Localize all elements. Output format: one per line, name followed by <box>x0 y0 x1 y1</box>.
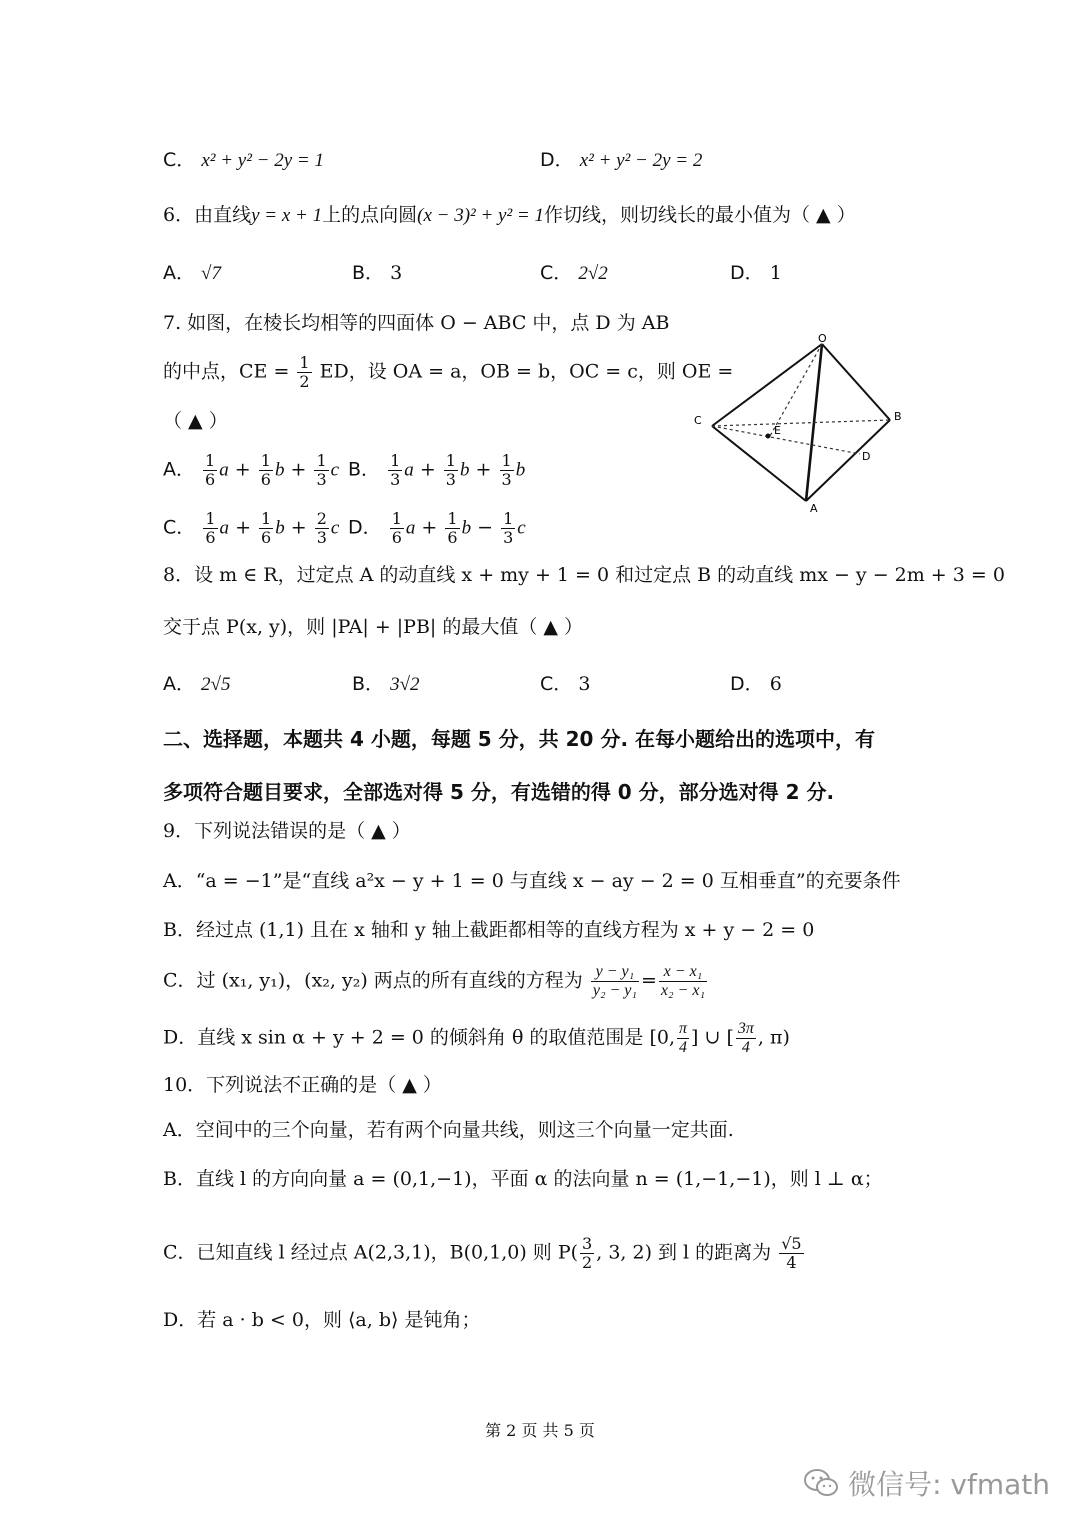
q10-stem: 10．下列说法不正确的是（ ▲ ） <box>163 1074 442 1096</box>
union-sign: ] ∪ [ <box>691 1026 734 1049</box>
q8-option-a <box>163 671 230 698</box>
q10-option-a: A．空间中的三个向量，若有两个向量共线，则这三个向量一定共面. <box>163 1119 734 1141</box>
fraction-numerator: 1 <box>299 353 310 372</box>
fraction-numerator: 3 <box>582 1234 593 1253</box>
q8-option-b <box>352 671 420 698</box>
fraction-numerator: 1 <box>447 509 458 528</box>
option-label: D． <box>730 262 764 284</box>
option-text: 3 <box>578 673 591 695</box>
q7-option-d <box>348 510 526 547</box>
operator: + <box>234 458 251 481</box>
q9-option-b: B．经过点 (1,1) 且在 x 轴和 y 轴上截距都相等的直线方程为 x + y − 2 = 0 <box>163 919 815 941</box>
fraction-numerator: 1 <box>316 451 327 470</box>
fraction-numerator: 1 <box>503 509 514 528</box>
vector-symbol: a <box>404 459 414 481</box>
bracket-right: , π) <box>757 1026 790 1049</box>
fraction <box>779 1235 803 1272</box>
fraction-numerator: 1 <box>391 509 402 528</box>
q6-eq1: y = x + 1 <box>251 205 323 226</box>
option-text: 1 <box>769 262 782 284</box>
fraction <box>677 1020 689 1057</box>
q9-stem: 9．下列说法错误的是（ ▲ ） <box>163 820 411 842</box>
option-text: 3 <box>390 262 403 284</box>
option-text: 2√5 <box>201 674 231 695</box>
fraction <box>314 452 328 489</box>
q10-option-b: B．直线 l 的方向向量 a = (0,1,−1)，平面 α 的法向量 n = (1,−1,−1)，则 l ⊥ α； <box>163 1168 883 1190</box>
operator: + <box>290 516 307 539</box>
bracket-left: [0, <box>649 1026 676 1049</box>
label-b: B <box>894 410 902 423</box>
fraction-denominator: x₂ − x₁ <box>660 982 706 999</box>
option-text: 3√2 <box>390 674 420 695</box>
option-label: D． <box>348 516 382 539</box>
q8-option-d <box>730 671 782 697</box>
vector-symbol: b <box>274 459 285 481</box>
page-footer: 第 2 页 共 5 页 <box>485 1421 595 1440</box>
option-label: B． <box>348 458 381 481</box>
fraction-denominator: 3 <box>390 470 401 489</box>
section2-heading-line1: 二、选择题，本题共 4 小题，每题 5 分，共 20 分. 在每小题给出的选项中，有 <box>163 727 876 751</box>
watermark <box>803 1463 1050 1505</box>
operator: − <box>477 516 494 539</box>
fraction <box>659 963 707 1000</box>
fraction <box>445 510 459 547</box>
q6-stem-post: 作切线，则切线长的最小值为（ ▲ ） <box>544 204 856 226</box>
fraction <box>390 510 404 547</box>
q6-eq2: (x − 3)² + y² = 1 <box>417 205 545 226</box>
q10-option-c <box>163 1235 806 1272</box>
fraction <box>315 510 329 547</box>
q7-option-b <box>348 452 525 489</box>
q7-option-a <box>163 452 339 489</box>
vector-symbol: b <box>515 459 526 481</box>
option-text: x² + y² − 2y = 1 <box>201 150 324 171</box>
fraction-numerator: √5 <box>781 1234 802 1253</box>
label-c: C <box>694 414 702 427</box>
q8-option-c <box>540 671 590 697</box>
option-text: 2√2 <box>578 263 608 284</box>
edge-ba <box>806 420 890 501</box>
fraction <box>501 510 515 547</box>
q6-option-a <box>163 260 221 287</box>
segment-cd <box>712 426 860 454</box>
vector-symbol: a <box>405 517 416 539</box>
fraction-numerator: 1 <box>261 509 272 528</box>
q8-line2: 交于点 P(x, y)，则 |PA| + |PB| 的最大值（ ▲ ） <box>163 616 584 638</box>
edge-oc <box>712 344 822 426</box>
vector-symbol: c <box>330 517 340 539</box>
fraction-numerator: x − x₁ <box>659 963 707 982</box>
option-label: A． <box>163 458 195 481</box>
fraction-denominator: 3 <box>501 470 512 489</box>
option-text: √7 <box>201 263 221 284</box>
fraction-numerator: π <box>679 1020 688 1037</box>
watermark-text: 微信号: vfmath <box>848 1468 1050 1501</box>
fraction-numerator: 1 <box>390 451 401 470</box>
fraction-denominator: 3 <box>316 528 327 547</box>
fraction-numerator: 1 <box>205 451 216 470</box>
fraction-denominator: 3 <box>503 528 514 547</box>
fraction-denominator: 2 <box>582 1253 593 1272</box>
fraction-numerator: 1 <box>260 451 271 470</box>
fraction <box>500 452 514 489</box>
vector-symbol: c <box>330 459 340 481</box>
q6-stem-mid: 上的点向圆 <box>322 204 418 226</box>
fraction-numerator: 1 <box>205 509 216 528</box>
q7-line2 <box>163 354 733 391</box>
q7-line2-pre: 的中点，CE = <box>163 360 290 383</box>
fraction-denominator: 6 <box>447 528 458 547</box>
fraction <box>259 452 273 489</box>
fraction-denominator: 6 <box>205 528 216 547</box>
fraction-numerator: y − y₁ <box>591 963 639 982</box>
q5-option-d <box>540 147 702 174</box>
q6-stem-pre: 6．由直线 <box>163 204 252 226</box>
option-label: C． <box>540 262 573 284</box>
fraction <box>203 510 217 547</box>
option-label: C． <box>163 149 196 171</box>
operator: + <box>475 458 492 481</box>
fraction-denominator: 6 <box>391 528 402 547</box>
q7-line2-post: ED，设 OA = a，OB = b，OC = c，则 OE = <box>319 360 734 383</box>
fraction-denominator: 6 <box>205 470 216 489</box>
operator: + <box>235 516 251 539</box>
label-o: O <box>818 332 827 345</box>
q8-line1: 8．设 m ∈ R，过定点 A 的动直线 x + my + 1 = 0 和过定点 B 的动直线 mx − y − 2m + 3 = 0 <box>163 564 1005 586</box>
fraction-denominator: 6 <box>261 528 272 547</box>
edge-ob <box>822 344 890 420</box>
vector-symbol: a <box>219 517 230 539</box>
q6-stem <box>163 202 856 229</box>
fraction <box>444 452 458 489</box>
q9-d-pre: D．直线 x sin α + y + 2 = 0 的倾斜角 θ 的取值范围是 <box>163 1026 644 1049</box>
fraction-denominator: 4 <box>679 1039 688 1056</box>
option-text: x² + y² − 2y = 2 <box>579 150 703 171</box>
option-label: B． <box>352 262 385 284</box>
fraction <box>203 452 217 489</box>
q10-c-mid: , 3, 2) 到 l 的距离为 <box>596 1241 772 1264</box>
q10-c-pre: C．已知直线 l 经过点 A(2,3,1)，B(0,1,0) 则 P( <box>163 1241 579 1264</box>
fraction-denominator: y₂ − y₁ <box>592 982 637 999</box>
vector-symbol: a <box>219 459 229 481</box>
fraction-denominator: 4 <box>741 1039 750 1056</box>
vector-symbol: b <box>461 517 472 539</box>
option-label: D． <box>730 673 764 695</box>
fraction-denominator: 4 <box>786 1253 797 1272</box>
vector-symbol: c <box>517 517 526 539</box>
q9-option-c <box>163 963 709 1000</box>
q9-option-a: A．“a = −1”是“直线 a²x − y + 1 = 0 与直线 x − ay − 2 = 0 互相垂直”的充要条件 <box>163 870 901 892</box>
fraction <box>259 510 273 547</box>
q7-half-fraction <box>297 354 311 391</box>
fraction-numerator: 2 <box>316 509 327 528</box>
option-label: C． <box>163 516 196 539</box>
fraction <box>591 963 639 1000</box>
label-d: D <box>862 450 871 463</box>
q6-option-d <box>730 260 782 286</box>
q5-option-c <box>163 147 324 174</box>
fraction-numerator: 3π <box>737 1020 754 1037</box>
q7-line1: 7. 如图，在棱长均相等的四面体 O − ABC 中，点 D 为 AB <box>163 312 670 334</box>
q10-option-d: D．若 a · b < 0，则 ⟨a, b⟩ 是钝角； <box>163 1309 481 1331</box>
q6-option-b <box>352 260 402 286</box>
vector-symbol: b <box>275 517 285 539</box>
fraction-denominator: 3 <box>445 470 456 489</box>
option-label: A． <box>163 673 195 695</box>
q9-option-d <box>163 1020 790 1057</box>
option-text: 6 <box>769 673 782 695</box>
q7-option-c <box>163 510 339 547</box>
tetrahedron-figure <box>680 330 920 520</box>
option-label: A． <box>163 262 195 284</box>
operator: + <box>290 458 307 481</box>
option-label: C． <box>540 673 573 695</box>
edge-cb-hidden <box>712 420 890 426</box>
operator: + <box>421 516 438 539</box>
fraction-numerator: 1 <box>501 451 512 470</box>
fraction-numerator: 1 <box>445 451 456 470</box>
fraction-denominator: 2 <box>299 372 310 391</box>
vector-symbol: b <box>459 459 470 481</box>
q7-paren: （ ▲ ） <box>163 410 228 432</box>
fraction <box>580 1235 594 1272</box>
fraction <box>388 452 402 489</box>
q6-option-c <box>540 260 608 287</box>
fraction <box>736 1020 756 1057</box>
fraction-denominator: 6 <box>260 470 271 489</box>
option-label: D． <box>540 149 574 171</box>
edge-ca <box>712 426 806 501</box>
label-e: E <box>774 424 781 437</box>
option-label: B． <box>352 673 385 695</box>
section2-heading-line2: 多项符合题目要求，全部选对得 5 分，有选错的得 0 分，部分选对得 2 分. <box>163 780 835 804</box>
label-a: A <box>810 502 818 515</box>
point-e <box>766 434 771 439</box>
operator: + <box>419 458 436 481</box>
wechat-icon <box>803 1468 839 1505</box>
q9-c-pre: C．过 (x₁, y₁)，(x₂, y₂) 两点的所有直线的方程为 <box>163 969 583 992</box>
equals-sign: = <box>640 969 657 992</box>
fraction-denominator: 3 <box>316 470 327 489</box>
